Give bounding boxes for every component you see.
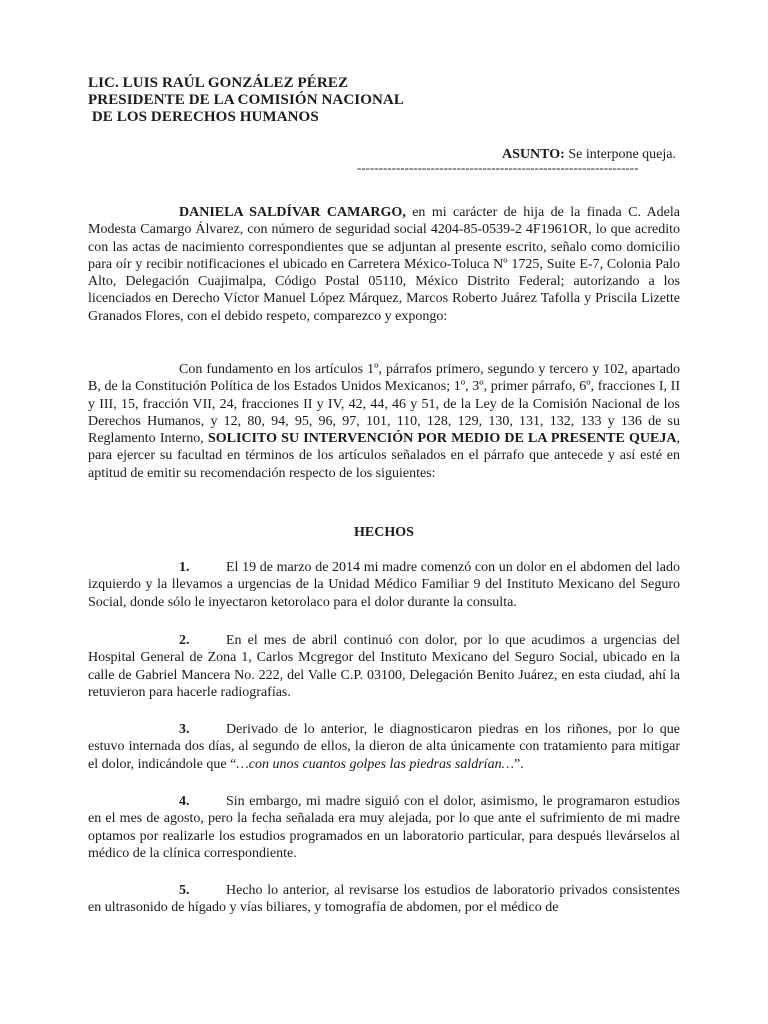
recipient-institution: DE LOS DERECHOS HUMANOS <box>88 109 319 125</box>
fact-text: Hecho lo anterior, al revisarse los estudios de laboratorio privados consistentes en ultrasonido de hígado y vías biliares, y tomografía de abdomen, por el médico de <box>88 883 680 916</box>
recipient-title: PRESIDENTE DE LA COMISIÓN NACIONAL <box>88 92 404 108</box>
fact-text-end: ”. <box>514 756 524 772</box>
fact-item <box>88 632 680 701</box>
fact-item <box>88 793 680 862</box>
facts-heading: HECHOS <box>354 525 414 540</box>
fact-text: En el mes de abril continuó con dolor, por lo que acudimos a urgencias del Hospital General de Zona 1, Carlos Mcgregor del Instituto Mexicano del Seguro Social, ubicado en la calle de Gabriel Mancera No. 222, del Valle C.P. 03100, Delegación Benito Juárez, en esta ciudad, ahí la retuvieron para hacerle radiografías. <box>88 633 680 700</box>
legal-basis-text: Con fundamento en los artículos 1º, párrafos primero, segundo y tercero y 102, apartado B, de la Constitución Política de los Estados Unidos Mexicanos; 1º, 3º, primer párrafo, 6º, fracciones I, II y III, 15, fracción VII, 24, fracciones II y IV, 42, 44, 46 y 51, de la Ley de la Comisión Nacional de los Derechos Humanos, y 12, 80, 94, 95, 96, 97, 101, 110, 128, 129, 130, 131, 132, 133 y 136 de su Reglamento Interno, <box>88 362 680 447</box>
fact-number: 3. <box>179 722 190 737</box>
fact-text: El 19 de marzo de 2014 mi madre comenzó con un dolor en el abdomen del lado izquierdo y la llevamos a urgencias de la Unidad Médico Familiar 9 del Instituto Mexicano del Seguro Social, donde sólo le inyectaron ketorolaco para el dolor durante la consulta. <box>88 560 680 610</box>
fact-item <box>88 559 680 611</box>
fact-quote: …con unos cuantos golpes las piedras saldrían… <box>236 756 515 772</box>
legal-basis-request: SOLICITO SU INTERVENCIÓN POR MEDIO DE LA PRESENTE QUEJA <box>207 431 677 447</box>
fact-number: 2. <box>179 633 190 648</box>
subject-label: ASUNTO: <box>502 147 565 162</box>
intro-paragraph <box>88 204 680 325</box>
recipient-block <box>88 75 404 126</box>
fact-item <box>88 882 680 917</box>
fact-number: 5. <box>179 883 190 898</box>
fact-item <box>88 721 680 773</box>
fact-number: 4. <box>179 794 190 809</box>
legal-basis-text-end: , para ejercer su facultad en términos de los artículos señalados en el párrafo que antecede y así esté en aptitud de emitir su recomendación respecto de los siguientes: <box>88 431 680 481</box>
fact-text: Derivado de lo anterior, le diagnosticaron piedras en los riñones, por lo que estuvo internada dos días, al segundo de ellos, la dieron de alta únicamente con tratamiento para mitigar el dolor, indicándole que “ <box>88 722 680 772</box>
subject-divider: ----------------------------------------------------------------- <box>357 161 639 175</box>
intro-text: en mi carácter de hija de la finada C. Adela Modesta Camargo Álvarez, con número de seguridad social 4204-85-0539-2 4F1961OR, lo que acredito con las actas de nacimiento correspondientes que se adjuntan al presente escrito, señalo como domicilio para oír y recibir notificaciones el ubicado en Carretera México-Toluca Nº 1725, Suite E-7, Colonia Palo Alto, Delegación Cuajimalpa, Código Postal 05110, México Distrito Federal; autorizando a los licenciados en Derecho Víctor Manuel López Márquez, Marcos Roberto Juárez Tafolla y Priscila Lizette Granados Flores, con el debido respeto, comparezco y expongo: <box>88 205 680 324</box>
subject-text: Se interpone queja. <box>564 147 676 162</box>
fact-number: 1. <box>179 560 190 575</box>
complainant-name: DANIELA SALDÍVAR CAMARGO, <box>179 205 406 220</box>
fact-text: Sin embargo, mi madre siguió con el dolor, asimismo, le programaron estudios en el mes de agosto, pero la fecha señalada era muy alejada, por lo que ante el sufrimiento de mi madre optamos por realizarle los estudios programados en un laboratorio particular, para después llevárselos al médico de la clínica correspondiente. <box>88 794 680 861</box>
legal-basis-paragraph <box>88 361 680 482</box>
recipient-name: LIC. LUIS RAÚL GONZÁLEZ PÉREZ <box>88 75 349 91</box>
